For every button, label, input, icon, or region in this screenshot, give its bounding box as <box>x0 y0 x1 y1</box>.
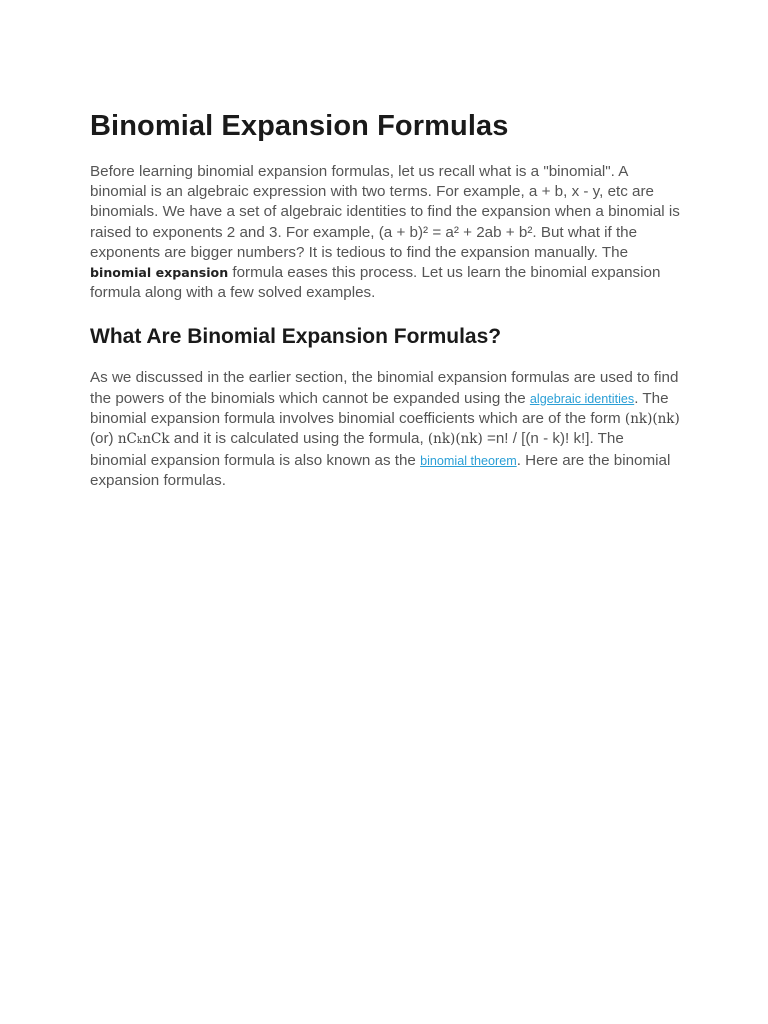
section-text-2: . The binomial expansion formula involves binomial coefficients which are of the form <box>90 389 669 427</box>
section-text-5: =n! / [(n - k)! k!]. The binomial expansion formula is also known as the <box>90 430 624 470</box>
formula-coefficient-math: (nk)(nk) <box>427 431 483 448</box>
section-text-3: (or) <box>90 430 118 448</box>
algebraic-identities-link[interactable]: algebraic identities <box>529 391 635 406</box>
combination-nc: nC <box>117 431 137 448</box>
combination-k-subscript: k <box>136 436 143 447</box>
combination-notation-math <box>118 431 170 447</box>
section-text-4: and it is calculated using the formula, <box>169 430 428 448</box>
binomial-coefficient-math: (nk)(nk) <box>624 410 680 427</box>
section-paragraph <box>90 368 682 491</box>
section-heading: What Are Binomial Expansion Formulas? <box>90 325 502 349</box>
combination-nck: nCk <box>142 431 170 448</box>
intro-text-1: Before learning binomial expansion formulas, let us recall what is a "binomial". A binomial is an algebraic expression with two terms. For example, a + b, x - y, etc are binomials. We have a set of algebraic identities to find the expansion when a binomial is raised to exponents 2 and 3. For example, (a + b)² = a² + 2ab + b². But what if the exponents are bigger numbers? It is tedious to find the expansion manually. The <box>90 163 680 261</box>
intro-paragraph <box>90 162 682 303</box>
section-text-1: As we discussed in the earlier section, the binomial expansion formulas are used to find the powers of the binomials which cannot be expanded using the <box>90 369 679 407</box>
intro-bold-term: binomial expansion <box>90 265 229 281</box>
section-text-6: . Here are the binomial expansion formulas. <box>90 452 671 490</box>
binomial-theorem-link[interactable]: binomial theorem <box>420 454 517 469</box>
intro-text-2: formula eases this process. Let us learn the binomial expansion formula along with a few solved examples. <box>90 264 661 302</box>
page-title: Binomial Expansion Formulas <box>90 110 509 142</box>
